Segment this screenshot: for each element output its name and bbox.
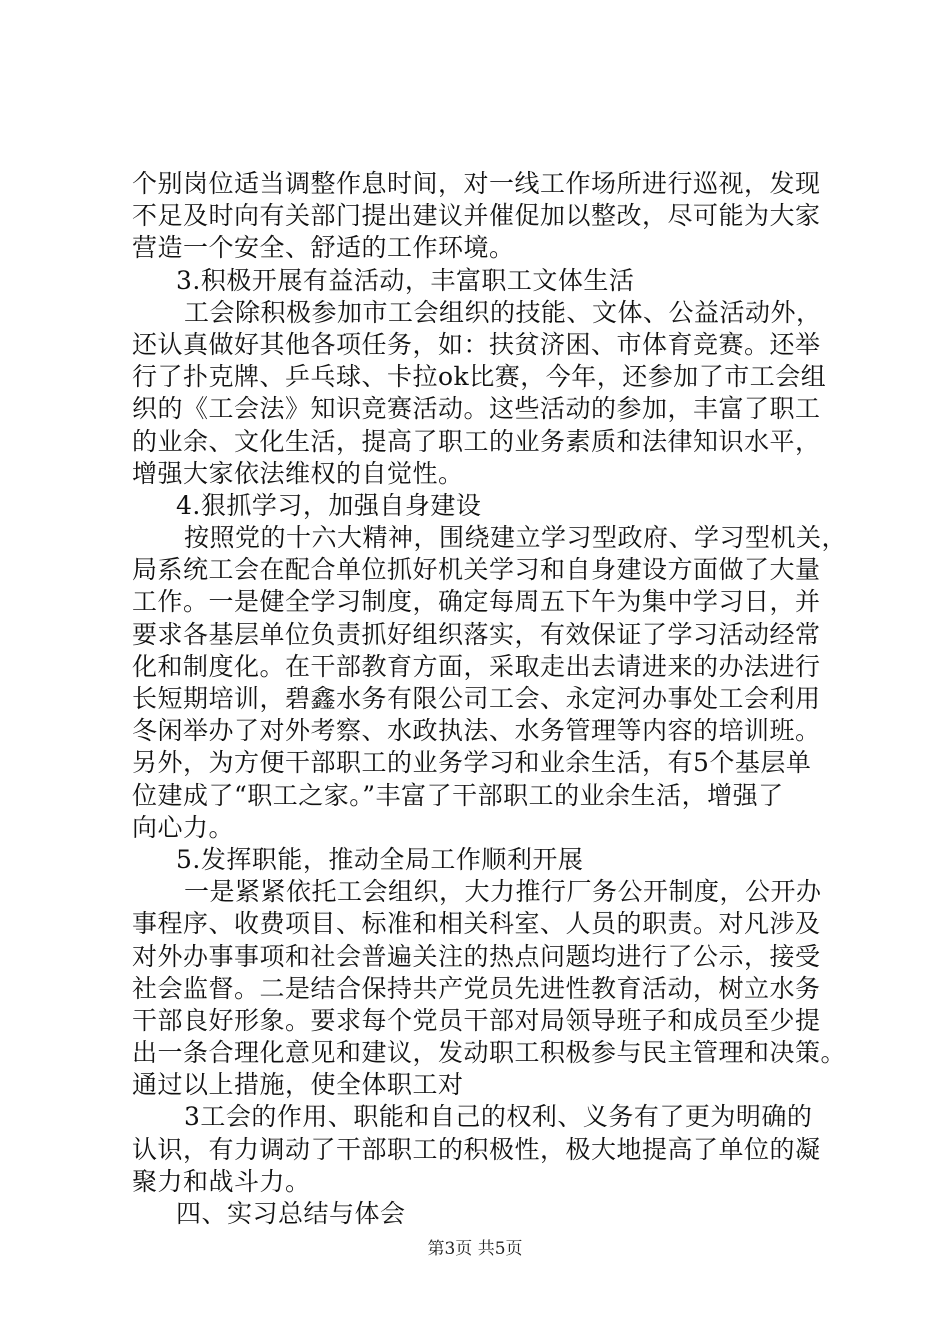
text-line: 营造一个安全、舒适的工作环境。 [132,233,515,263]
text-line: 另外，为方便干部职工的业务学习和业余生活，有5个基层单 [132,748,812,778]
text-line: 冬闲举办了对外考察、水政执法、水务管理等内容的培训班。 [132,716,821,746]
text-line: 社会监督。二是结合保持共产党员先进性教育活动，树立水务 [132,973,821,1003]
text-line: 认识，有力调动了干部职工的积极性，极大地提高了单位的凝 [132,1134,821,1164]
text-line: 要求各基层单位负责抓好组织落实，有效保证了学习活动经常 [132,619,821,649]
section-heading: 5.发挥职能，推动全局工作顺利开展 [176,844,584,874]
text-line: 化和制度化。在干部教育方面，采取走出去请进来的办法进行 [132,651,821,681]
text-line: 一是紧紧依托工会组织，大力推行厂务公开制度，公开办 [184,877,822,907]
page-footer: 第3页 共5页 [427,1239,523,1259]
section-heading: 四、实习总结与体会 [176,1199,406,1228]
text-line: 增强大家依法维权的自觉性。 [132,458,464,488]
text-line: 出一条合理化意见和建议，发动职工积极参与民主管理和决策。 [132,1038,847,1068]
text-line: 的业余、文化生活，提高了职工的业务素质和法律知识水平， [132,426,821,456]
text-line: 事程序、收费项目、标准和相关科室、人员的职责。对凡涉及 [132,909,821,939]
text-line: 位建成了“职工之家。”丰富了干部职工的业余生活，增强了 [132,780,784,810]
section-heading: 4.狠抓学习，加强自身建设 [176,490,482,520]
text-line: 个别岗位适当调整作息时间，对一线工作场所进行巡视，发现 [132,169,821,198]
text-line: 行了扑克牌、乒乓球、卡拉ok比赛，今年，还参加了市工会组 [132,362,827,392]
text-line: 3工会的作用、职能和自己的权利、义务有了更为明确的 [184,1102,813,1132]
section-heading: 3.积极开展有益活动，丰富职工文体生活 [176,265,635,295]
text-line: 对外办事事项和社会普遍关注的热点问题均进行了公示，接受 [132,941,821,971]
document-body [132,168,852,1230]
text-line: 长短期培训，碧鑫水务有限公司工会、永定河办事处工会利用 [132,684,821,713]
text-line: 按照党的十六大精神，围绕建立学习型政府、学习型机关， [184,523,848,553]
text-line: 还认真做好其他各项任务，如：扶贫济困、市体育竞赛。还举 [132,329,821,359]
text-line: 局系统工会在配合单位抓好机关学习和自身建设方面做了大量 [132,555,821,585]
text-line: 织的《工会法》知识竞赛活动。这些活动的参加，丰富了职工 [132,394,821,424]
text-line: 向心力。 [132,812,235,842]
text-line: 工作。一是健全学习制度，确定每周五下午为集中学习日，并 [132,587,821,617]
text-line: 不足及时向有关部门提出建议并催促加以整改，尽可能为大家 [132,201,821,231]
text-line: 通过以上措施，使全体职工对 [132,1070,464,1100]
text-line: 聚力和战斗力。 [132,1166,311,1196]
text-line: 干部良好形象。要求每个党员干部对局领导班子和成员至少提 [132,1005,821,1035]
text-line: 工会除积极参加市工会组织的技能、文体、公益活动外， [184,297,822,327]
